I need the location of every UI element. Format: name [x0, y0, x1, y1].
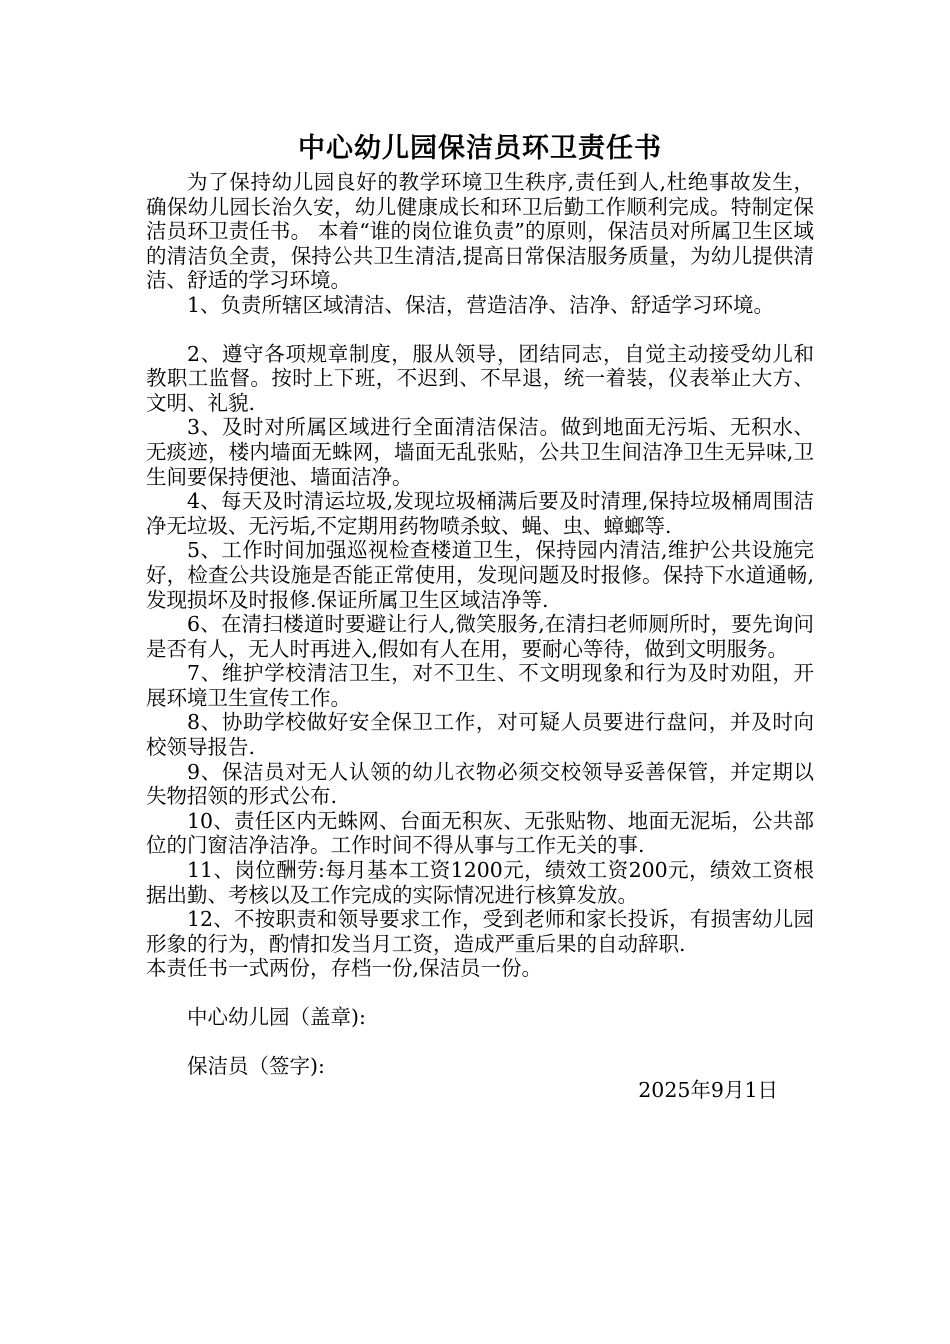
item-3: 3、及时对所属区域进行全面清洁保洁。做到地面无污垢、无积水、无痰迹，楼内墙面无蛛网，墙面无乱张贴，公共卫生间洁净卫生无异味,卫生间要保持便池、墙面洁净。 [146, 415, 814, 489]
signature-org: 中心幼儿园（盖章): [187, 1005, 366, 1029]
item-9: 9、保洁员对无人认领的幼儿衣物必须交校领导妥善保管，并定期以失物招领的形式公布. [146, 759, 814, 809]
item-1: 1、负责所辖区域清洁、保洁，营造洁净、洁净、舒适学习环境。 [187, 292, 775, 317]
item-4: 4、每天及时清运垃圾,发现垃圾桶满后要及时清理,保持垃圾桶周围洁净无垃圾、无污垢,不定期用药物喷杀蚊、蝇、虫、蟑螂等. [146, 489, 814, 538]
item-2: 2、遵守各项规章制度，服从领导，团结同志，自觉主动接受幼儿和教职工监督。按时上下班，不迟到、不早退，统一着装，仪表举止大方、文明、礼貌. [146, 341, 814, 415]
document-page [146, 130, 814, 1103]
closing-line: 本责任书一式两份，存档一份,保洁员一份。 [146, 956, 543, 981]
item-10: 10、责任区内无蛛网、台面无积灰、无张贴物、地面无泥垢，公共部位的门窗洁净洁净。工作时间不得从事与工作无关的事. [146, 808, 814, 858]
item-7: 7、维护学校清洁卫生，对不卫生、不文明现象和行为及时劝阻，开展环境卫生宣传工作。 [146, 661, 814, 710]
spacer [146, 981, 814, 1005]
spacer [146, 1030, 814, 1054]
intro-paragraph: 为了保持幼儿园良好的教学环境卫生秩序,责任到人,杜绝事故发生，确保幼儿园长治久安，幼儿健康成长和环卫后勤工作顺利完成。特制定保洁员环卫责任书。 本着“谁的岗位谁负责”的原则，保洁员对所属卫生区域的清洁负全责，保持公共卫生清洁,提高日常保洁服务质量，为幼儿提供清洁、舒适的学习环境。 [146, 170, 814, 293]
document-title: 中心幼儿园保洁员环卫责任书 [298, 133, 662, 164]
item-12: 12、不按职责和领导要求工作，受到老师和家长投诉，有损害幼儿园形象的行为，酌情扣发当月工资，造成严重后果的自动辞职. [146, 907, 814, 956]
item-11: 11、岗位酬劳:每月基本工资1200元，绩效工资200元，绩效工资根据出勤、考核以及工作完成的实际情况进行核算发放。 [146, 858, 814, 907]
item-6: 6、在清扫楼道时要避让行人,微笑服务,在清扫老师厕所时，要先询问是否有人，无人时再进入,假如有人在用，要耐心等待，做到文明服务。 [146, 612, 814, 661]
item-8: 8、协助学校做好安全保卫工作，对可疑人员要进行盘问，并及时向校领导报告. [146, 710, 814, 760]
document-date: 2025年9月1日 [638, 1078, 778, 1103]
item-5: 5、工作时间加强巡视检查楼道卫生，保持园内清洁,维护公共设施完好，检查公共设施是否能正常使用，发现问题及时报修。保持下水道通畅,发现损坏及时报修.保证所属卫生区域洁净等. [146, 538, 814, 612]
spacer [146, 318, 814, 342]
signature-cleaner: 保洁员（签字): [187, 1053, 325, 1078]
